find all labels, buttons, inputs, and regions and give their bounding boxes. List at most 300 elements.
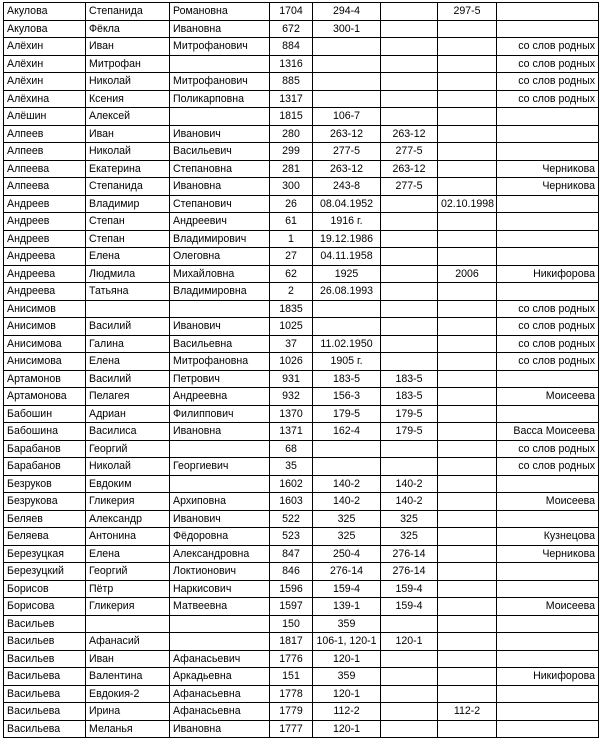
record-number-cell: 62 <box>270 265 313 283</box>
patronymic-cell: Митрофанович <box>170 38 270 56</box>
burial-code-cell: 263-12 <box>313 160 381 178</box>
grave-code-cell <box>381 458 438 476</box>
record-number-cell: 1776 <box>270 650 313 668</box>
note-cell: со слов родных <box>497 353 599 371</box>
note-cell: Моисеева <box>497 598 599 616</box>
note-cell: со слов родных <box>497 300 599 318</box>
given-name-cell: Фёкла <box>86 20 170 38</box>
burial-code-cell: 277-5 <box>313 143 381 161</box>
date-of-death-cell <box>438 55 497 73</box>
burial-code-cell: 300-1 <box>313 20 381 38</box>
burial-code-cell <box>313 38 381 56</box>
patronymic-cell: Фёдоровна <box>170 528 270 546</box>
surname-cell: Безруков <box>4 475 86 493</box>
table-row <box>4 388 599 406</box>
note-cell: Моисеева <box>497 493 599 511</box>
date-of-death-cell <box>438 370 497 388</box>
table-row <box>4 283 599 301</box>
surname-cell: Березуцкий <box>4 563 86 581</box>
table-row <box>4 125 599 143</box>
note-cell: Моисеева <box>497 388 599 406</box>
table-row <box>4 3 599 21</box>
date-of-death-cell: 02.10.1998 <box>438 195 497 213</box>
table-row <box>4 703 599 721</box>
surname-cell: Алпеева <box>4 160 86 178</box>
record-number-cell: 68 <box>270 440 313 458</box>
burial-code-cell: 162-4 <box>313 423 381 441</box>
patronymic-cell: Романовна <box>170 3 270 21</box>
patronymic-cell: Васильевна <box>170 335 270 353</box>
patronymic-cell: Иванович <box>170 510 270 528</box>
burial-code-cell <box>313 90 381 108</box>
note-cell <box>497 615 599 633</box>
note-cell: Кузнецова <box>497 528 599 546</box>
burial-code-cell: 08.04.1952 <box>313 195 381 213</box>
surname-cell: Борисов <box>4 580 86 598</box>
burial-code-cell: 1916 г. <box>313 213 381 231</box>
grave-code-cell: 159-4 <box>381 580 438 598</box>
surname-cell: Бабошина <box>4 423 86 441</box>
grave-code-cell <box>381 90 438 108</box>
surname-cell: Васильев <box>4 633 86 651</box>
date-of-death-cell <box>438 510 497 528</box>
note-cell <box>497 108 599 126</box>
grave-code-cell <box>381 195 438 213</box>
burial-code-cell <box>313 318 381 336</box>
given-name-cell: Степан <box>86 230 170 248</box>
date-of-death-cell <box>438 300 497 318</box>
patronymic-cell: Локтионович <box>170 563 270 581</box>
date-of-death-cell <box>438 125 497 143</box>
grave-code-cell <box>381 300 438 318</box>
date-of-death-cell <box>438 598 497 616</box>
table-row <box>4 440 599 458</box>
date-of-death-cell <box>438 685 497 703</box>
burial-code-cell: 263-12 <box>313 125 381 143</box>
record-number-cell: 932 <box>270 388 313 406</box>
note-cell: со слов родных <box>497 38 599 56</box>
note-cell: Никифорова <box>497 668 599 686</box>
date-of-death-cell <box>438 143 497 161</box>
table-row <box>4 213 599 231</box>
table-row <box>4 563 599 581</box>
grave-code-cell <box>381 265 438 283</box>
table-row <box>4 720 599 738</box>
note-cell: со слов родных <box>497 318 599 336</box>
record-number-cell: 672 <box>270 20 313 38</box>
note-cell <box>497 563 599 581</box>
burial-code-cell: 179-5 <box>313 405 381 423</box>
surname-cell: Алпеев <box>4 143 86 161</box>
burial-code-cell: 359 <box>313 668 381 686</box>
burial-code-cell: 26.08.1993 <box>313 283 381 301</box>
table-row <box>4 55 599 73</box>
grave-code-cell: 276-14 <box>381 563 438 581</box>
grave-code-cell: 179-5 <box>381 405 438 423</box>
patronymic-cell <box>170 633 270 651</box>
note-cell <box>497 510 599 528</box>
given-name-cell: Антонина <box>86 528 170 546</box>
patronymic-cell: Иванович <box>170 125 270 143</box>
given-name-cell: Адриан <box>86 405 170 423</box>
date-of-death-cell <box>438 475 497 493</box>
patronymic-cell <box>170 108 270 126</box>
date-of-death-cell <box>438 20 497 38</box>
burial-code-cell: 106-1, 120-1 <box>313 633 381 651</box>
grave-code-cell <box>381 108 438 126</box>
given-name-cell: Алексей <box>86 108 170 126</box>
given-name-cell: Пелагея <box>86 388 170 406</box>
burial-code-cell <box>313 458 381 476</box>
burial-code-cell: 120-1 <box>313 720 381 738</box>
surname-cell: Борисова <box>4 598 86 616</box>
note-cell: Никифорова <box>497 265 599 283</box>
grave-code-cell <box>381 650 438 668</box>
burial-code-cell: 120-1 <box>313 650 381 668</box>
burial-code-cell: 1925 <box>313 265 381 283</box>
note-cell: со слов родных <box>497 73 599 91</box>
table-row <box>4 178 599 196</box>
given-name-cell <box>86 300 170 318</box>
record-number-cell: 280 <box>270 125 313 143</box>
grave-code-cell: 179-5 <box>381 423 438 441</box>
date-of-death-cell <box>438 213 497 231</box>
record-number-cell: 1596 <box>270 580 313 598</box>
record-number-cell: 26 <box>270 195 313 213</box>
table-row <box>4 580 599 598</box>
given-name-cell: Афанасий <box>86 633 170 651</box>
date-of-death-cell <box>438 720 497 738</box>
burial-code-cell: 19.12.1986 <box>313 230 381 248</box>
table-row <box>4 615 599 633</box>
grave-code-cell: 140-2 <box>381 475 438 493</box>
given-name-cell: Пётр <box>86 580 170 598</box>
table-row <box>4 668 599 686</box>
burial-code-cell: 04.11.1958 <box>313 248 381 266</box>
patronymic-cell: Ивановна <box>170 720 270 738</box>
record-number-cell: 1603 <box>270 493 313 511</box>
record-number-cell: 1370 <box>270 405 313 423</box>
burial-code-cell <box>313 300 381 318</box>
given-name-cell: Гликерия <box>86 493 170 511</box>
patronymic-cell <box>170 615 270 633</box>
surname-cell: Васильева <box>4 685 86 703</box>
date-of-death-cell <box>438 615 497 633</box>
record-number-cell: 37 <box>270 335 313 353</box>
table-row <box>4 633 599 651</box>
record-number-cell: 1815 <box>270 108 313 126</box>
table-row <box>4 685 599 703</box>
table-row <box>4 90 599 108</box>
grave-code-cell: 159-4 <box>381 598 438 616</box>
date-of-death-cell <box>438 108 497 126</box>
burial-code-cell: 139-1 <box>313 598 381 616</box>
given-name-cell: Екатерина <box>86 160 170 178</box>
given-name-cell: Василий <box>86 370 170 388</box>
surname-cell: Андреев <box>4 230 86 248</box>
record-number-cell: 1371 <box>270 423 313 441</box>
note-cell: со слов родных <box>497 335 599 353</box>
given-name-cell: Николай <box>86 143 170 161</box>
record-number-cell: 1778 <box>270 685 313 703</box>
note-cell <box>497 125 599 143</box>
surname-cell: Акулова <box>4 3 86 21</box>
surname-cell: Андреева <box>4 248 86 266</box>
patronymic-cell: Архиповна <box>170 493 270 511</box>
table-row <box>4 230 599 248</box>
table-row <box>4 353 599 371</box>
note-cell <box>497 475 599 493</box>
note-cell <box>497 3 599 21</box>
date-of-death-cell <box>438 38 497 56</box>
record-number-cell: 281 <box>270 160 313 178</box>
grave-code-cell: 263-12 <box>381 160 438 178</box>
note-cell <box>497 248 599 266</box>
surname-cell: Андреева <box>4 265 86 283</box>
table-row <box>4 143 599 161</box>
note-cell: Черникова <box>497 160 599 178</box>
table-row <box>4 405 599 423</box>
surname-cell: Березуцкая <box>4 545 86 563</box>
surname-cell: Бабошин <box>4 405 86 423</box>
table-row <box>4 318 599 336</box>
date-of-death-cell <box>438 405 497 423</box>
patronymic-cell: Георгиевич <box>170 458 270 476</box>
date-of-death-cell <box>438 90 497 108</box>
burial-code-cell: 325 <box>313 528 381 546</box>
table-row <box>4 370 599 388</box>
date-of-death-cell: 297-5 <box>438 3 497 21</box>
grave-code-cell <box>381 213 438 231</box>
record-number-cell: 1835 <box>270 300 313 318</box>
record-number-cell: 884 <box>270 38 313 56</box>
surname-cell: Васильев <box>4 650 86 668</box>
burial-code-cell: 11.02.1950 <box>313 335 381 353</box>
surname-cell: Беляев <box>4 510 86 528</box>
record-number-cell: 1026 <box>270 353 313 371</box>
given-name-cell: Ирина <box>86 703 170 721</box>
surname-cell: Артамонов <box>4 370 86 388</box>
note-cell: со слов родных <box>497 55 599 73</box>
surname-cell: Васильева <box>4 668 86 686</box>
surname-cell: Барабанов <box>4 440 86 458</box>
note-cell <box>497 283 599 301</box>
date-of-death-cell <box>438 230 497 248</box>
surname-cell: Алёхина <box>4 90 86 108</box>
given-name-cell: Владимир <box>86 195 170 213</box>
record-number-cell: 1817 <box>270 633 313 651</box>
patronymic-cell: Афанасьевна <box>170 703 270 721</box>
note-cell: Черникова <box>497 178 599 196</box>
note-cell <box>497 703 599 721</box>
grave-code-cell: 140-2 <box>381 493 438 511</box>
record-number-cell: 1602 <box>270 475 313 493</box>
given-name-cell: Василий <box>86 318 170 336</box>
surname-cell: Алпеева <box>4 178 86 196</box>
patronymic-cell: Степановна <box>170 160 270 178</box>
given-name-cell: Гликерия <box>86 598 170 616</box>
burial-code-cell: 140-2 <box>313 493 381 511</box>
patronymic-cell <box>170 475 270 493</box>
burial-code-cell <box>313 73 381 91</box>
given-name-cell: Николай <box>86 73 170 91</box>
grave-code-cell <box>381 3 438 21</box>
surname-cell: Андреев <box>4 213 86 231</box>
table-row <box>4 335 599 353</box>
date-of-death-cell <box>438 335 497 353</box>
grave-code-cell <box>381 440 438 458</box>
given-name-cell: Меланья <box>86 720 170 738</box>
table-row <box>4 458 599 476</box>
given-name-cell: Степанида <box>86 178 170 196</box>
given-name-cell: Елена <box>86 545 170 563</box>
note-cell <box>497 650 599 668</box>
record-number-cell: 2 <box>270 283 313 301</box>
date-of-death-cell <box>438 440 497 458</box>
grave-code-cell <box>381 353 438 371</box>
date-of-death-cell <box>438 528 497 546</box>
grave-code-cell: 276-14 <box>381 545 438 563</box>
record-number-cell: 150 <box>270 615 313 633</box>
grave-code-cell <box>381 335 438 353</box>
note-cell <box>497 195 599 213</box>
record-number-cell: 1704 <box>270 3 313 21</box>
grave-code-cell: 183-5 <box>381 388 438 406</box>
note-cell: со слов родных <box>497 440 599 458</box>
given-name-cell: Евдокия-2 <box>86 685 170 703</box>
record-number-cell: 1777 <box>270 720 313 738</box>
date-of-death-cell <box>438 388 497 406</box>
given-name-cell: Валентина <box>86 668 170 686</box>
record-number-cell: 27 <box>270 248 313 266</box>
grave-code-cell <box>381 38 438 56</box>
date-of-death-cell <box>438 283 497 301</box>
grave-code-cell <box>381 615 438 633</box>
record-number-cell: 931 <box>270 370 313 388</box>
given-name-cell: Василиса <box>86 423 170 441</box>
note-cell: со слов родных <box>497 458 599 476</box>
surname-cell: Алпеев <box>4 125 86 143</box>
note-cell <box>497 143 599 161</box>
record-number-cell: 35 <box>270 458 313 476</box>
record-number-cell: 61 <box>270 213 313 231</box>
burial-code-cell: 159-4 <box>313 580 381 598</box>
date-of-death-cell <box>438 563 497 581</box>
grave-code-cell <box>381 668 438 686</box>
given-name-cell: Иван <box>86 38 170 56</box>
surname-cell: Алёхин <box>4 38 86 56</box>
record-number-cell: 885 <box>270 73 313 91</box>
note-cell: Черникова <box>497 545 599 563</box>
burial-code-cell <box>313 55 381 73</box>
burial-code-cell: 183-5 <box>313 370 381 388</box>
patronymic-cell: Афанасьевна <box>170 685 270 703</box>
record-number-cell: 522 <box>270 510 313 528</box>
given-name-cell: Георгий <box>86 440 170 458</box>
patronymic-cell: Владимирович <box>170 230 270 248</box>
surname-cell: Васильева <box>4 703 86 721</box>
burial-code-cell: 120-1 <box>313 685 381 703</box>
given-name-cell: Татьяна <box>86 283 170 301</box>
patronymic-cell: Филиппович <box>170 405 270 423</box>
surname-cell: Безрукова <box>4 493 86 511</box>
record-number-cell: 300 <box>270 178 313 196</box>
patronymic-cell: Александровна <box>170 545 270 563</box>
given-name-cell: Александр <box>86 510 170 528</box>
date-of-death-cell <box>438 545 497 563</box>
surname-cell: Артамонова <box>4 388 86 406</box>
given-name-cell: Митрофан <box>86 55 170 73</box>
given-name-cell: Елена <box>86 353 170 371</box>
date-of-death-cell: 2006 <box>438 265 497 283</box>
surname-cell: Анисимов <box>4 318 86 336</box>
note-cell <box>497 20 599 38</box>
date-of-death-cell <box>438 248 497 266</box>
date-of-death-cell <box>438 668 497 686</box>
given-name-cell: Степан <box>86 213 170 231</box>
date-of-death-cell <box>438 318 497 336</box>
burial-code-cell: 325 <box>313 510 381 528</box>
patronymic-cell: Андреевич <box>170 213 270 231</box>
surname-cell: Беляева <box>4 528 86 546</box>
patronymic-cell <box>170 300 270 318</box>
grave-code-cell: 263-12 <box>381 125 438 143</box>
burial-code-cell: 156-3 <box>313 388 381 406</box>
table-row <box>4 650 599 668</box>
given-name-cell: Иван <box>86 125 170 143</box>
patronymic-cell: Ивановна <box>170 20 270 38</box>
surname-cell: Алёхин <box>4 73 86 91</box>
patronymic-cell: Митрофанович <box>170 73 270 91</box>
burial-code-cell: 276-14 <box>313 563 381 581</box>
patronymic-cell <box>170 440 270 458</box>
date-of-death-cell <box>438 160 497 178</box>
surname-cell: Акулова <box>4 20 86 38</box>
grave-code-cell <box>381 73 438 91</box>
surname-cell: Барабанов <box>4 458 86 476</box>
grave-code-cell <box>381 230 438 248</box>
burial-code-cell: 294-4 <box>313 3 381 21</box>
given-name-cell: Евдоким <box>86 475 170 493</box>
date-of-death-cell <box>438 493 497 511</box>
given-name-cell: Николай <box>86 458 170 476</box>
patronymic-cell <box>170 55 270 73</box>
record-number-cell: 1 <box>270 230 313 248</box>
burial-code-cell: 243-8 <box>313 178 381 196</box>
date-of-death-cell: 112-2 <box>438 703 497 721</box>
record-number-cell: 1317 <box>270 90 313 108</box>
note-cell <box>497 405 599 423</box>
burial-code-cell: 112-2 <box>313 703 381 721</box>
given-name-cell: Георгий <box>86 563 170 581</box>
date-of-death-cell <box>438 650 497 668</box>
burial-code-cell: 106-7 <box>313 108 381 126</box>
grave-code-cell <box>381 283 438 301</box>
grave-code-cell: 325 <box>381 510 438 528</box>
patronymic-cell: Иванович <box>170 318 270 336</box>
patronymic-cell: Поликарповна <box>170 90 270 108</box>
date-of-death-cell <box>438 458 497 476</box>
given-name-cell: Ксения <box>86 90 170 108</box>
note-cell: Васса Моисеева <box>497 423 599 441</box>
note-cell <box>497 230 599 248</box>
grave-code-cell: 277-5 <box>381 178 438 196</box>
table-row <box>4 300 599 318</box>
note-cell <box>497 213 599 231</box>
date-of-death-cell <box>438 353 497 371</box>
table-row <box>4 598 599 616</box>
grave-code-cell <box>381 318 438 336</box>
